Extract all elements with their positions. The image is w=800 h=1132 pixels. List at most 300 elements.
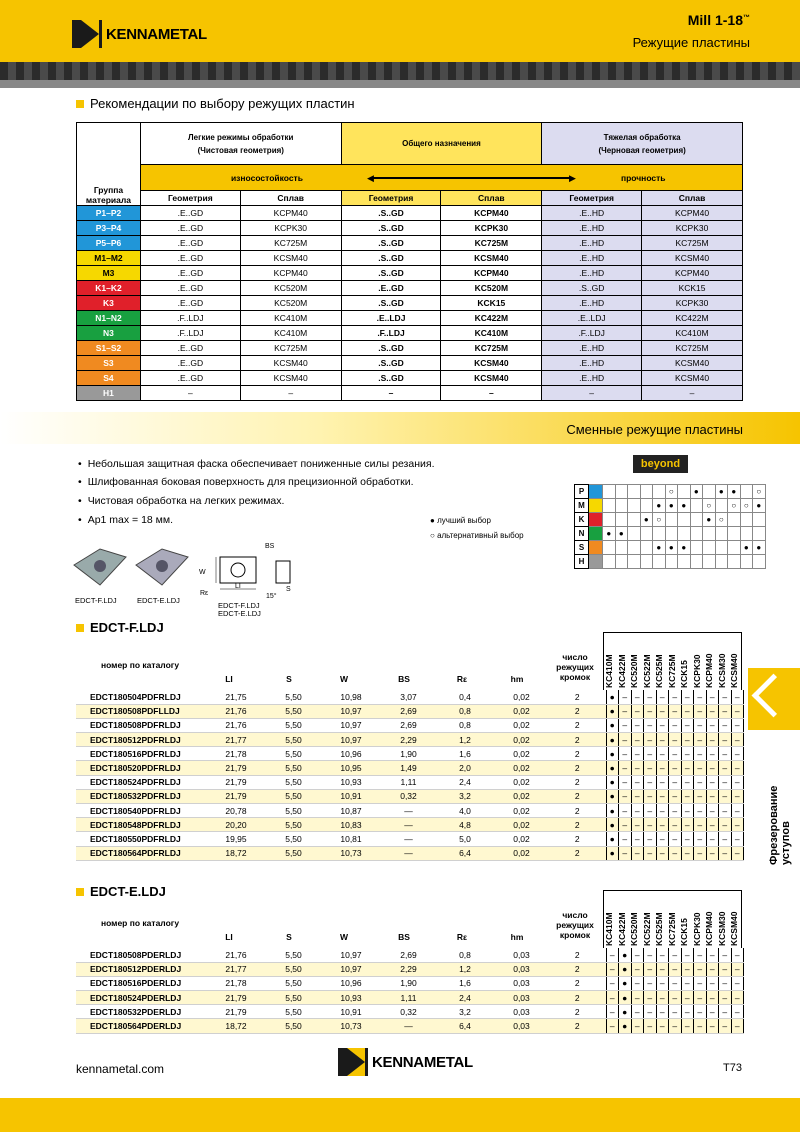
matrix-label: M bbox=[575, 499, 589, 513]
rec-cell: KC410M bbox=[240, 311, 341, 326]
grade-header: KC725M bbox=[666, 912, 677, 946]
material-group-cell: P1–P2 bbox=[77, 206, 141, 221]
matrix-cell bbox=[703, 541, 716, 555]
rec-cell: .F..LDJ bbox=[542, 326, 642, 341]
rec-cell: KCPM40 bbox=[441, 266, 542, 281]
product-value: — bbox=[381, 804, 436, 818]
matrix-label: H bbox=[575, 555, 589, 569]
grade-mark: – bbox=[706, 704, 719, 718]
grade-mark: – bbox=[619, 832, 632, 846]
product-row bbox=[76, 1005, 744, 1019]
matrix-cell bbox=[678, 555, 691, 569]
rec-cell: .E..GD bbox=[140, 251, 240, 266]
grade-mark: ● bbox=[606, 775, 619, 789]
product-row bbox=[76, 948, 744, 962]
rec-cell: KC410M bbox=[441, 326, 542, 341]
rec-cell: KCPK30 bbox=[240, 221, 341, 236]
grade-mark: – bbox=[681, 747, 694, 761]
rec-row bbox=[77, 206, 743, 221]
rec-cell: .E..HD bbox=[542, 341, 642, 356]
product-value: 2 bbox=[549, 761, 606, 775]
footer-band bbox=[0, 1098, 800, 1132]
matrix-label: S bbox=[575, 541, 589, 555]
grade-header: KCSM30 bbox=[716, 911, 727, 946]
grade-mark: – bbox=[631, 846, 644, 860]
matrix-row bbox=[575, 513, 766, 527]
matrix-cell: ○ bbox=[665, 485, 678, 499]
grade-mark: – bbox=[656, 775, 669, 789]
rec-cell: KC520M bbox=[441, 281, 542, 296]
rec-cell: – bbox=[642, 386, 743, 401]
rec-cell: KCSM40 bbox=[441, 251, 542, 266]
grade-header: KC522M bbox=[641, 912, 652, 946]
rec-row bbox=[77, 266, 743, 281]
product-row bbox=[76, 818, 744, 832]
light-header: Легкие режимы обработки (Чистовая геометрия) bbox=[140, 123, 341, 165]
product-value: 0,03 bbox=[494, 962, 549, 976]
matrix-label: K bbox=[575, 513, 589, 527]
grade-mark: – bbox=[619, 704, 632, 718]
matrix-cell bbox=[740, 527, 753, 541]
matrix-cell: ● bbox=[728, 485, 741, 499]
grade-header: KCPM40 bbox=[704, 911, 714, 946]
rec-cell: .E..GD bbox=[140, 236, 240, 251]
grade-header: KC410M bbox=[604, 912, 614, 946]
grade-mark: ● bbox=[619, 991, 632, 1005]
grade-mark: – bbox=[681, 832, 694, 846]
grade-mark: – bbox=[644, 846, 657, 860]
matrix-cell bbox=[715, 499, 728, 513]
rec-cell: KC725M bbox=[642, 236, 743, 251]
grade-mark: – bbox=[631, 761, 644, 775]
catalog-number: EDCT180508PDFLLDJ bbox=[76, 704, 206, 718]
grade-mark: – bbox=[644, 733, 657, 747]
product-value: 2 bbox=[549, 747, 606, 761]
product-value: 5,50 bbox=[266, 789, 321, 803]
matrix-cell: ● bbox=[653, 541, 666, 555]
product-value: 21,77 bbox=[206, 962, 266, 976]
rec-cell: .E..HD bbox=[542, 356, 642, 371]
rec-row bbox=[77, 296, 743, 311]
matrix-cell: ○ bbox=[653, 513, 666, 527]
grade-mark: – bbox=[669, 789, 682, 803]
grade-mark: ● bbox=[619, 976, 632, 990]
grade-mark: – bbox=[681, 1019, 694, 1033]
grade-mark: – bbox=[706, 775, 719, 789]
matrix-cell bbox=[678, 527, 691, 541]
grade-mark: – bbox=[694, 976, 707, 990]
rec-cell: .E..GD bbox=[140, 371, 240, 386]
matrix-cell bbox=[653, 555, 666, 569]
rec-cell: KCPM40 bbox=[441, 206, 542, 221]
grade-mark: – bbox=[644, 962, 657, 976]
grade-header: KC522M bbox=[641, 654, 652, 688]
rec-subheader: Геометрия bbox=[341, 191, 441, 206]
matrix-cell bbox=[715, 541, 728, 555]
grade-mark: – bbox=[719, 1019, 732, 1033]
side-chapter-label: Фрезерование уступов bbox=[768, 785, 792, 865]
page-subtitle: Режущие пластины bbox=[632, 35, 750, 50]
general-header: Общего назначения bbox=[341, 123, 542, 165]
product-value: 0,02 bbox=[494, 818, 549, 832]
beyond-logo: beyond bbox=[633, 455, 688, 473]
brand-name: KENNAMETAL bbox=[106, 25, 207, 43]
product-value: 2,29 bbox=[381, 733, 436, 747]
col-header-s: S bbox=[286, 674, 292, 684]
grade-header: KCK15 bbox=[679, 660, 689, 688]
grade-mark: – bbox=[731, 948, 744, 962]
bullet-3: • Чистовая обработка на легких режимах. bbox=[78, 495, 284, 507]
product-value: 21,79 bbox=[206, 761, 266, 775]
grade-mark: – bbox=[656, 991, 669, 1005]
grade-mark: – bbox=[631, 1005, 644, 1019]
matrix-cell bbox=[678, 485, 691, 499]
product-table-e bbox=[76, 948, 744, 1034]
product-value: 10,97 bbox=[321, 948, 381, 962]
grade-mark: – bbox=[694, 704, 707, 718]
grade-mark: – bbox=[644, 789, 657, 803]
grade-mark: – bbox=[644, 804, 657, 818]
matrix-label: N bbox=[575, 527, 589, 541]
grade-mark: – bbox=[706, 761, 719, 775]
k-logo-icon bbox=[72, 20, 102, 48]
rec-cell: .E..HD bbox=[542, 371, 642, 386]
grade-header: KCK15 bbox=[679, 918, 689, 946]
product-value: 1,6 bbox=[436, 976, 494, 990]
grade-mark: – bbox=[681, 804, 694, 818]
matrix-cell: ● bbox=[678, 541, 691, 555]
grade-mark: – bbox=[719, 789, 732, 803]
grade-mark: – bbox=[706, 747, 719, 761]
rec-cell: KC410M bbox=[642, 326, 743, 341]
rec-cell: KC422M bbox=[642, 311, 743, 326]
grade-mark: – bbox=[656, 948, 669, 962]
col-header-bs: BS bbox=[398, 674, 410, 684]
grade-mark: – bbox=[619, 818, 632, 832]
grade-mark: – bbox=[719, 775, 732, 789]
grade-mark: – bbox=[681, 1005, 694, 1019]
grade-mark: – bbox=[706, 948, 719, 962]
grade-mark: – bbox=[669, 1019, 682, 1033]
grade-mark: – bbox=[606, 991, 619, 1005]
grade-mark: – bbox=[669, 832, 682, 846]
product-value: 5,50 bbox=[266, 704, 321, 718]
matrix-cell bbox=[640, 485, 653, 499]
matrix-cell bbox=[628, 541, 641, 555]
matrix-cell bbox=[628, 555, 641, 569]
rec-cell: KCPM40 bbox=[240, 206, 341, 221]
product-value: 21,78 bbox=[206, 747, 266, 761]
grade-mark: – bbox=[694, 832, 707, 846]
matrix-cell: ● bbox=[640, 513, 653, 527]
grade-mark: – bbox=[669, 846, 682, 860]
grade-mark: – bbox=[719, 718, 732, 732]
rec-row bbox=[77, 341, 743, 356]
product-value: 5,50 bbox=[266, 690, 321, 704]
rec-row bbox=[77, 386, 743, 401]
grade-mark: – bbox=[706, 976, 719, 990]
catalog-number: EDCT180516PDERLDJ bbox=[76, 976, 206, 990]
rec-cell: KCSM40 bbox=[240, 356, 341, 371]
product-row bbox=[76, 991, 744, 1005]
rec-cell: .E..LDJ bbox=[542, 311, 642, 326]
product-value: 21,79 bbox=[206, 775, 266, 789]
product-value: 2,69 bbox=[381, 948, 436, 962]
product-value: 0,03 bbox=[494, 948, 549, 962]
grade-mark: – bbox=[644, 818, 657, 832]
product-value: 0,02 bbox=[494, 690, 549, 704]
matrix-cell bbox=[703, 527, 716, 541]
grade-mark: ● bbox=[619, 1019, 632, 1033]
matrix-cell bbox=[640, 541, 653, 555]
matrix-cell bbox=[740, 555, 753, 569]
bullet-1: • Небольшая защитная фаска обеспечивает пониженные силы резания. bbox=[78, 458, 434, 470]
grade-mark: – bbox=[719, 962, 732, 976]
grade-mark: – bbox=[681, 789, 694, 803]
rec-cell: KC520M bbox=[240, 281, 341, 296]
product-value: 21,79 bbox=[206, 789, 266, 803]
matrix-cell bbox=[615, 485, 628, 499]
catalog-number: EDCT180524PDERLDJ bbox=[76, 991, 206, 1005]
grade-mark: – bbox=[719, 704, 732, 718]
rec-row bbox=[77, 221, 743, 236]
catalog-number: EDCT180564PDERLDJ bbox=[76, 1019, 206, 1033]
rec-cell: KCSM40 bbox=[642, 356, 743, 371]
grade-mark: – bbox=[706, 1019, 719, 1033]
grade-mark: – bbox=[731, 761, 744, 775]
catalog-number: EDCT180512PDERLDJ bbox=[76, 962, 206, 976]
grade-mark: – bbox=[694, 962, 707, 976]
matrix-cell bbox=[690, 541, 703, 555]
grade-mark: – bbox=[719, 846, 732, 860]
grade-mark: – bbox=[644, 1019, 657, 1033]
product-value: 5,50 bbox=[266, 846, 321, 860]
bullet-2: • Шлифованная боковая поверхность для прецизионной обработки. bbox=[78, 476, 414, 488]
matrix-cell bbox=[603, 499, 616, 513]
grade-mark: – bbox=[656, 1005, 669, 1019]
catalog-number: EDCT180504PDFRLDJ bbox=[76, 690, 206, 704]
matrix-color-swatch bbox=[589, 485, 603, 499]
grade-header: KCSM30 bbox=[716, 653, 727, 688]
rec-cell: KC725M bbox=[441, 341, 542, 356]
product-value: 4,0 bbox=[436, 804, 494, 818]
caption-e: EDCT-E.LDJ bbox=[137, 596, 180, 605]
grade-header: KC520M bbox=[629, 654, 639, 688]
rec-row bbox=[77, 356, 743, 371]
catalog-number: EDCT180520PDFRLDJ bbox=[76, 761, 206, 775]
material-group-cell: P3–P4 bbox=[77, 221, 141, 236]
matrix-cell bbox=[615, 541, 628, 555]
matrix-cell bbox=[628, 513, 641, 527]
grade-header: KCSM40 bbox=[729, 911, 739, 946]
grade-mark: – bbox=[719, 818, 732, 832]
product-value: 6,4 bbox=[436, 846, 494, 860]
matrix-cell bbox=[715, 527, 728, 541]
grade-mark: ● bbox=[606, 804, 619, 818]
product-value: 10,93 bbox=[321, 991, 381, 1005]
grade-mark: – bbox=[694, 818, 707, 832]
matrix-cell bbox=[728, 541, 741, 555]
product-value: 21,78 bbox=[206, 976, 266, 990]
rec-cell: – bbox=[441, 386, 542, 401]
grade-mark: – bbox=[669, 962, 682, 976]
grade-mark: – bbox=[719, 747, 732, 761]
product-row bbox=[76, 747, 744, 761]
grade-mark: – bbox=[681, 976, 694, 990]
grade-mark: – bbox=[694, 761, 707, 775]
product-value: 2 bbox=[549, 690, 606, 704]
matrix-cell bbox=[615, 513, 628, 527]
grade-mark: – bbox=[694, 948, 707, 962]
matrix-row bbox=[575, 541, 766, 555]
grade-mark: – bbox=[706, 804, 719, 818]
grade-mark: – bbox=[669, 948, 682, 962]
product-row bbox=[76, 690, 744, 704]
grade-mark: – bbox=[681, 690, 694, 704]
grade-mark: – bbox=[606, 1019, 619, 1033]
matrix-cell bbox=[665, 513, 678, 527]
material-group-cell: M1–M2 bbox=[77, 251, 141, 266]
grade-mark: – bbox=[644, 948, 657, 962]
product-value: 5,50 bbox=[266, 747, 321, 761]
yellow-square-icon bbox=[76, 888, 84, 896]
product-value: 2 bbox=[549, 818, 606, 832]
matrix-cell: ○ bbox=[728, 499, 741, 513]
matrix-cell: ● bbox=[653, 499, 666, 513]
product-value: 2 bbox=[549, 1019, 606, 1033]
grade-mark: – bbox=[656, 747, 669, 761]
product-value: 3,2 bbox=[436, 789, 494, 803]
grade-mark: – bbox=[694, 804, 707, 818]
product-value: 0,02 bbox=[494, 804, 549, 818]
product-value: 5,50 bbox=[266, 761, 321, 775]
grade-mark: – bbox=[719, 761, 732, 775]
matrix-cell bbox=[728, 527, 741, 541]
product-row bbox=[76, 733, 744, 747]
grade-mark: – bbox=[731, 704, 744, 718]
grade-mark: – bbox=[694, 846, 707, 860]
matrix-row bbox=[575, 485, 766, 499]
grade-mark: ● bbox=[606, 718, 619, 732]
product-value: 2 bbox=[549, 832, 606, 846]
product-value: 0,03 bbox=[494, 991, 549, 1005]
grade-mark: – bbox=[694, 718, 707, 732]
grade-mark: – bbox=[644, 991, 657, 1005]
catalog-number: EDCT180512PDFRLDJ bbox=[76, 733, 206, 747]
rec-cell: .E..HD bbox=[542, 296, 642, 311]
rec-cell: KCSM40 bbox=[240, 251, 341, 266]
grade-mark: ● bbox=[606, 704, 619, 718]
grade-mark: – bbox=[631, 718, 644, 732]
rec-cell: .E..GD bbox=[140, 206, 240, 221]
rec-cell: .E..HD bbox=[542, 236, 642, 251]
col-header-num: номер по каталогу bbox=[100, 918, 180, 928]
product-value: 2 bbox=[549, 704, 606, 718]
grade-mark: ● bbox=[606, 761, 619, 775]
matrix-cell bbox=[640, 499, 653, 513]
catalog-number: EDCT180548PDFRLDJ bbox=[76, 818, 206, 832]
caption-f: EDCT-F.LDJ bbox=[75, 596, 117, 605]
rec-cell: .E..GD bbox=[140, 221, 240, 236]
catalog-number: EDCT180516PDFRLDJ bbox=[76, 747, 206, 761]
catalog-number: EDCT180508PDFRLDJ bbox=[76, 718, 206, 732]
grade-mark: – bbox=[681, 818, 694, 832]
product-value: 2 bbox=[549, 991, 606, 1005]
matrix-cell bbox=[753, 513, 766, 527]
rec-cell: KCSM40 bbox=[441, 356, 542, 371]
group-header: Группа материала bbox=[77, 123, 141, 206]
kennametal-logo bbox=[72, 20, 207, 48]
grade-mark: ● bbox=[606, 846, 619, 860]
material-group-cell: S4 bbox=[77, 371, 141, 386]
product-value: 10,73 bbox=[321, 846, 381, 860]
grade-mark: – bbox=[731, 718, 744, 732]
matrix-cell bbox=[678, 513, 691, 527]
product-value: 0,02 bbox=[494, 775, 549, 789]
grade-mark: – bbox=[694, 789, 707, 803]
grade-mark: – bbox=[644, 718, 657, 732]
product-value: 2 bbox=[549, 804, 606, 818]
grade-mark: – bbox=[719, 733, 732, 747]
matrix-cell bbox=[603, 513, 616, 527]
section-band bbox=[0, 412, 800, 444]
product-value: 2 bbox=[549, 789, 606, 803]
grade-mark: – bbox=[644, 704, 657, 718]
product-value: 1,49 bbox=[381, 761, 436, 775]
grade-mark: – bbox=[681, 962, 694, 976]
rec-subheader: Сплав bbox=[642, 191, 743, 206]
grade-mark: – bbox=[681, 991, 694, 1005]
grade-header: KC725M bbox=[666, 654, 677, 688]
rec-cell: KC725M bbox=[441, 236, 542, 251]
grade-mark: ● bbox=[606, 690, 619, 704]
page-number: T73 bbox=[723, 1062, 742, 1074]
band-title: Сменные режущие пластины bbox=[566, 422, 743, 437]
rec-cell: .E..GD bbox=[140, 296, 240, 311]
grade-mark: – bbox=[631, 789, 644, 803]
product-value: 10,91 bbox=[321, 1005, 381, 1019]
matrix-cell bbox=[690, 499, 703, 513]
section-e-title: EDCT-E.LDJ bbox=[76, 884, 166, 899]
grade-mark: – bbox=[631, 733, 644, 747]
grade-mark: – bbox=[694, 775, 707, 789]
grade-mark: – bbox=[731, 1005, 744, 1019]
product-value: 10,96 bbox=[321, 747, 381, 761]
grade-mark: – bbox=[606, 948, 619, 962]
grade-mark: – bbox=[644, 747, 657, 761]
rec-cell: KCPM40 bbox=[240, 266, 341, 281]
rec-cell: .E..GD bbox=[140, 266, 240, 281]
matrix-row bbox=[575, 555, 766, 569]
product-value: 2 bbox=[549, 962, 606, 976]
grade-mark: ● bbox=[619, 1005, 632, 1019]
matrix-cell bbox=[615, 499, 628, 513]
matrix-color-swatch bbox=[589, 555, 603, 569]
product-value: 5,50 bbox=[266, 804, 321, 818]
matrix-cell bbox=[615, 555, 628, 569]
product-value: 1,90 bbox=[381, 976, 436, 990]
col-header-hm: hm bbox=[510, 674, 524, 684]
rec-cell: .S..GD bbox=[341, 356, 441, 371]
product-value: 1,90 bbox=[381, 747, 436, 761]
product-value: 10,97 bbox=[321, 962, 381, 976]
product-value: 0,02 bbox=[494, 789, 549, 803]
grade-mark: – bbox=[656, 789, 669, 803]
matrix-cell: ○ bbox=[753, 485, 766, 499]
matrix-cell: ● bbox=[715, 485, 728, 499]
catalog-number: EDCT180524PDFRLDJ bbox=[76, 775, 206, 789]
grade-mark: – bbox=[669, 747, 682, 761]
